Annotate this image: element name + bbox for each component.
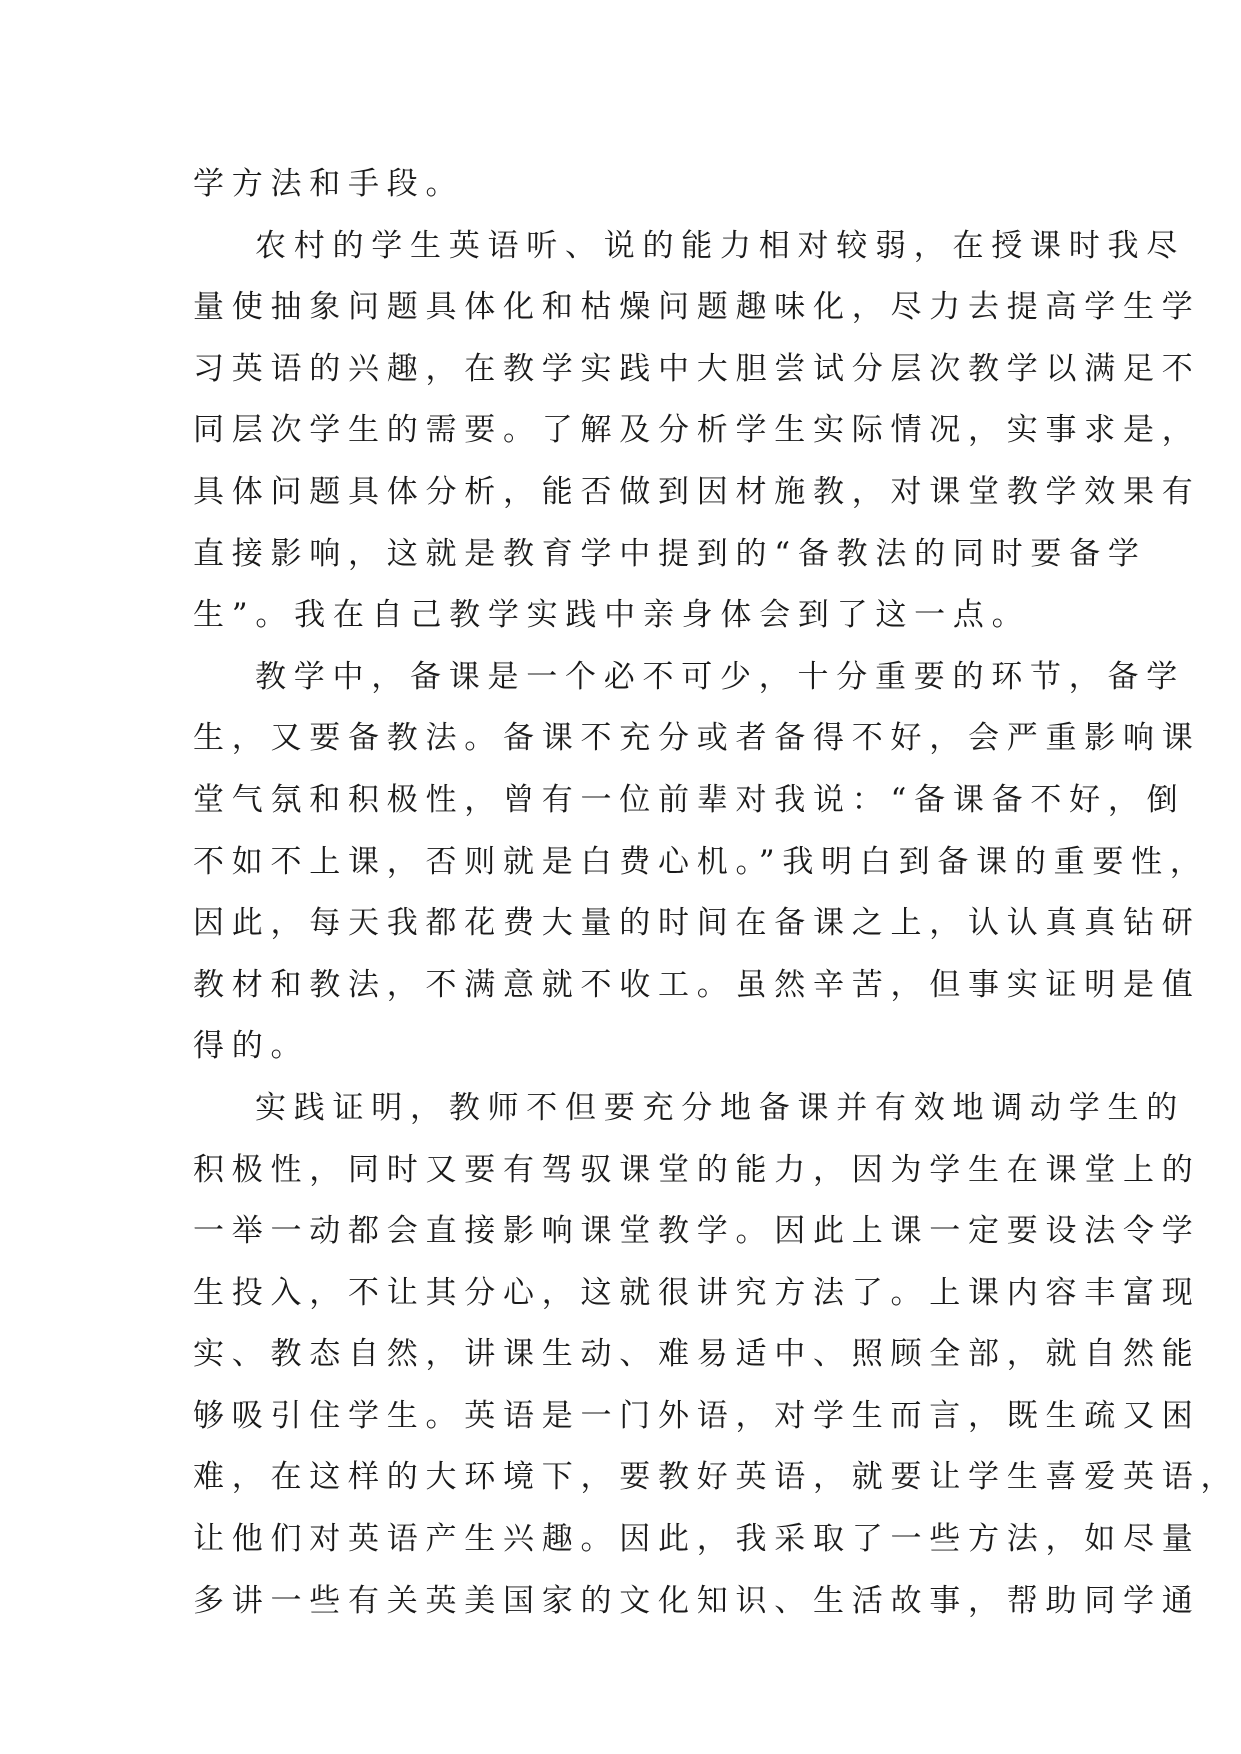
text-line: 多讲一些有关英美国家的文化知识、生活故事，帮助同学通 [193, 1582, 1201, 1619]
text-line: 积极性，同时又要有驾驭课堂的能力，因为学生在课堂上的 [193, 1151, 1201, 1188]
text-line: 实、教态自然，讲课生动、难易适中、照顾全部，就自然能 [193, 1336, 1201, 1373]
text-line: 不如不上课，否则就是白费心机。”我明白到备课的重要性， [193, 843, 1209, 880]
text-line: 难，在这样的大环境下，要教好英语，就要让学生喜爱英语， [193, 1459, 1240, 1496]
text-line: 直接影响，这就是教育学中提到的“备教法的同时要备学 [193, 535, 1147, 572]
text-line: 学方法和手段。 [193, 166, 465, 202]
text-line: 同层次学生的需要。了解及分析学生实际情况，实事求是， [193, 412, 1201, 449]
text-line: 教学中，备课是一个必不可少，十分重要的环节，备学 [255, 658, 1185, 695]
text-line: 具体问题具体分析，能否做到因材施教，对课堂教学效果有 [193, 473, 1201, 510]
text-line: 实践证明，教师不但要充分地备课并有效地调动学生的 [255, 1089, 1185, 1126]
text-line: 得的。 [193, 1028, 310, 1065]
text-line: 让他们对英语产生兴趣。因此，我采取了一些方法，如尽量 [193, 1521, 1201, 1558]
text-line: 生”。我在自己教学实践中亲身体会到了这一点。 [193, 597, 1031, 634]
body-text [193, 154, 1240, 1632]
text-line: 够吸引住学生。英语是一门外语，对学生而言，既生疏又困 [193, 1397, 1201, 1434]
text-line: 教材和教法，不满意就不收工。虽然辛苦，但事实证明是值 [193, 966, 1201, 1003]
text-line: 农村的学生英语听、说的能力相对较弱，在授课时我尽 [255, 227, 1185, 264]
text-line: 因此，每天我都花费大量的时间在备课之上，认认真真钻研 [193, 905, 1201, 942]
text-line: 一举一动都会直接影响课堂教学。因此上课一定要设法令学 [193, 1213, 1201, 1250]
text-line: 堂气氛和积极性，曾有一位前辈对我说：“备课备不好，倒 [193, 781, 1186, 818]
text-line: 习英语的兴趣，在教学实践中大胆尝试分层次教学以满足不 [193, 350, 1201, 387]
text-line: 生，又要备教法。备课不充分或者备得不好，会严重影响课 [193, 720, 1201, 757]
text-line: 量使抽象问题具体化和枯燥问题趣味化，尽力去提高学生学 [193, 289, 1201, 326]
text-line: 生投入，不让其分心，这就很讲究方法了。上课内容丰富现 [193, 1274, 1201, 1311]
